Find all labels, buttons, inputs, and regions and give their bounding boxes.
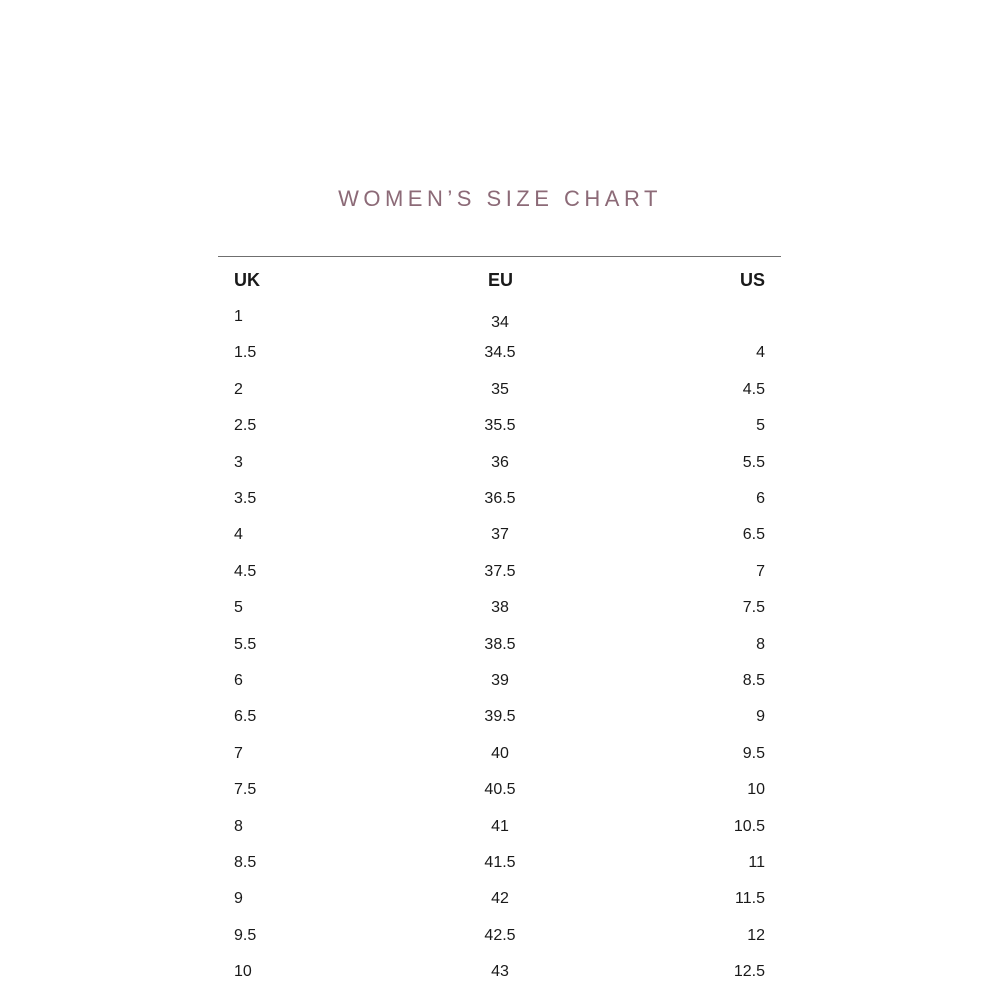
cell-uk: 3.5 [234, 490, 257, 507]
cell-uk: 1.5 [234, 344, 257, 362]
table-row [218, 526, 781, 546]
cell-eu: 42 [491, 890, 509, 908]
cell-eu: 37.5 [484, 562, 516, 580]
table-row [218, 454, 781, 474]
cell-us: 11 [748, 854, 765, 871]
cell-eu: 38 [491, 599, 509, 617]
cell-us: 9 [756, 708, 765, 726]
cell-uk: 8 [234, 817, 243, 835]
cell-uk: 8.5 [234, 854, 257, 871]
table-row [218, 381, 781, 401]
cell-us: 11.5 [735, 890, 765, 908]
table-row [218, 708, 781, 728]
table-row [218, 854, 781, 874]
cell-us: 12 [747, 926, 765, 944]
cell-us: 4.5 [742, 380, 765, 398]
table-row [218, 563, 781, 583]
table-row [218, 417, 781, 437]
cell-us: 7 [756, 562, 765, 580]
cell-eu: 40.5 [484, 781, 516, 799]
cell-uk: 3 [234, 453, 243, 471]
cell-us: 5 [756, 417, 765, 435]
table-row [218, 308, 781, 331]
cell-us: 6 [756, 490, 765, 507]
cell-uk: 2.5 [234, 417, 257, 435]
table-row [218, 818, 781, 838]
cell-eu: 37 [491, 526, 509, 544]
table-row [218, 781, 781, 801]
header-uk: UK [234, 270, 260, 290]
header-us: US [739, 270, 765, 290]
cell-eu: 40 [491, 744, 509, 762]
cell-eu: 35 [491, 380, 509, 398]
header-eu: EU [488, 270, 514, 290]
cell-uk: 7.5 [234, 781, 257, 799]
cell-uk: 6.5 [234, 708, 257, 726]
table-row [218, 745, 781, 765]
cell-uk: 5.5 [234, 635, 257, 653]
page-title: WOMEN’S SIZE CHART [338, 186, 662, 211]
cell-us: 10 [747, 781, 765, 799]
cell-uk: 4 [234, 526, 243, 544]
cell-uk: 4.5 [234, 562, 257, 580]
cell-us: 8 [756, 635, 765, 653]
table-row [218, 890, 781, 910]
cell-eu: 41 [491, 817, 509, 835]
table-row [218, 344, 781, 364]
table-row [218, 672, 781, 692]
cell-uk: 7 [234, 744, 243, 762]
cell-eu: 36 [491, 453, 509, 471]
cell-uk: 2 [234, 380, 243, 398]
cell-us: 10.5 [733, 817, 765, 835]
cell-us: 7.5 [742, 599, 765, 617]
cell-eu: 41.5 [484, 854, 516, 871]
cell-eu: 39.5 [484, 708, 516, 726]
cell-us: 4 [756, 344, 765, 362]
cell-us: 5.5 [742, 453, 765, 471]
cell-uk: 9 [234, 890, 243, 908]
cell-us: 8.5 [742, 672, 765, 689]
table-row [218, 927, 781, 947]
cell-uk: 5 [234, 599, 243, 617]
table-row [218, 490, 781, 510]
cell-uk: 10 [234, 963, 252, 981]
cell-eu: 39 [491, 672, 509, 689]
cell-uk: 9.5 [234, 926, 257, 944]
table-row [218, 599, 781, 619]
cell-eu: 34 [491, 314, 509, 331]
cell-eu: 42.5 [484, 926, 516, 944]
cell-us: 6.5 [742, 526, 765, 544]
table-row [218, 636, 781, 656]
cell-eu: 34.5 [484, 344, 516, 362]
cell-eu: 43 [491, 963, 509, 981]
cell-eu: 38.5 [484, 635, 516, 653]
table-row [218, 963, 781, 983]
cell-eu: 35.5 [484, 417, 516, 435]
cell-uk: 6 [234, 672, 243, 689]
cell-uk: 1 [234, 308, 243, 325]
cell-us: 9.5 [742, 744, 765, 762]
cell-us: 12.5 [733, 963, 765, 981]
cell-eu: 36.5 [484, 490, 516, 507]
